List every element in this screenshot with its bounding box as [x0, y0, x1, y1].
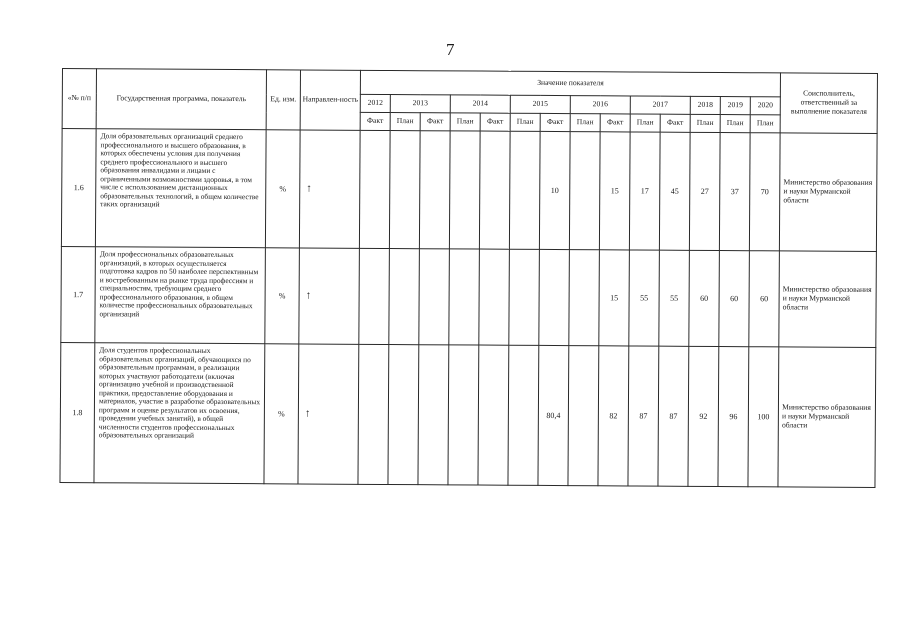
- value-cell: [389, 131, 420, 249]
- header-subcol: План: [570, 114, 600, 132]
- value-cell: 82: [598, 346, 629, 486]
- header-num: «№ п/п: [62, 69, 96, 129]
- row-num: 1.7: [61, 246, 96, 342]
- up-arrow-icon: ↑: [305, 289, 312, 302]
- indicator-name: Доля студентов профессиональных образовательных организаций, обучающихся по образовательным программам, в реализации которых участвуют работодатели (включая организацию учебной и производственной практики, предоставление оборудования и материалов, участие в разработке образовательных программ и оценке результатов их освоения, проведении учебных занятий), в общей численности студентов профессиональных образовательных организаций: [94, 343, 265, 484]
- value-cell: [539, 249, 570, 345]
- value-cell: [449, 249, 480, 345]
- value-cell: [419, 131, 450, 249]
- indicator-table: [59, 68, 878, 488]
- header-subcol: Факт: [360, 112, 390, 130]
- value-cell: 60: [749, 251, 780, 347]
- value-cell: [358, 344, 389, 484]
- header-subcol: Факт: [600, 114, 630, 132]
- page-number: 7: [446, 40, 455, 59]
- header-year: 2013: [390, 95, 450, 113]
- row-num: 1.6: [61, 129, 96, 247]
- header-subcol: План: [690, 114, 720, 132]
- header-subcol: План: [390, 113, 420, 131]
- value-cell: [359, 248, 390, 344]
- value-cell: [479, 131, 510, 249]
- executor-cell: Министерство образования и науки Мурманской области: [780, 133, 878, 252]
- header-year: 2014: [450, 95, 510, 113]
- header-year: 2016: [570, 96, 630, 114]
- value-cell: 60: [719, 251, 750, 347]
- header-subcol: План: [630, 114, 660, 132]
- indicator-table-wrapper: [59, 68, 878, 488]
- table-row: [61, 129, 877, 252]
- header-subcol: План: [720, 115, 750, 133]
- value-cell: 96: [718, 347, 749, 487]
- direction-cell: [299, 130, 360, 248]
- value-cell: 27: [689, 132, 720, 250]
- unit-cell: %: [265, 130, 300, 248]
- value-cell: 70: [749, 133, 780, 251]
- value-cell: 17: [629, 132, 660, 250]
- value-cell: 10: [539, 131, 570, 249]
- value-cell: 100: [748, 347, 779, 487]
- up-arrow-icon: ↑: [304, 407, 311, 420]
- value-cell: 92: [688, 346, 719, 486]
- value-cell: [448, 345, 479, 485]
- header-year: 2018: [690, 96, 720, 114]
- value-cell: [359, 130, 390, 248]
- table-body: [60, 129, 877, 488]
- indicator-name: Доля профессиональных образовательных организаций, в которых осуществляется подготовка кадров по 50 наиболее перспективным и востребованным на рынке труда профессиям и специальностям, требующим среднего профессионального образования, в общем количестве профессиональных образовательных организаций: [95, 247, 266, 344]
- direction-cell: [298, 344, 359, 484]
- value-cell: [569, 250, 600, 346]
- indicator-name: Доля образовательных организаций среднего профессионального и высшего образования, в которых обеспечены условия для получения среднего профессионального и высшего образования инвалидами и лицами с ограниченными возможностями здоровья, в том числе с использованием дистанционных образовательных технологий, в общем количестве таких организаций: [95, 129, 266, 248]
- header-year: 2015: [510, 95, 570, 113]
- value-cell: 87: [628, 346, 659, 486]
- value-cell: 80,4: [538, 345, 569, 485]
- value-cell: [479, 249, 510, 345]
- header-subcol: Факт: [420, 113, 450, 131]
- header-subcol: Факт: [480, 113, 510, 131]
- value-cell: [569, 132, 600, 250]
- header-subcol: Факт: [660, 114, 690, 132]
- executor-cell: Министерство образования и науки Мурманской области: [779, 251, 877, 348]
- header-values-title: Значение показателя: [360, 70, 780, 97]
- header-year: 2012: [360, 94, 390, 112]
- header-year: 2019: [720, 97, 750, 115]
- value-cell: [509, 131, 540, 249]
- header-subcol: План: [510, 113, 540, 131]
- header-subcol: План: [450, 113, 480, 131]
- header-executor: Соисполнитель, ответственный за выполнение показателя: [780, 73, 877, 134]
- table-header: [62, 69, 877, 134]
- value-cell: [509, 249, 540, 345]
- value-cell: 87: [658, 346, 689, 486]
- header-unit: Ед. изм.: [266, 70, 300, 130]
- value-cell: 55: [659, 250, 690, 346]
- value-cell: [389, 249, 420, 345]
- value-cell: 15: [599, 250, 630, 346]
- value-cell: [419, 249, 450, 345]
- value-cell: 37: [719, 133, 750, 251]
- header-year: 2020: [750, 97, 780, 115]
- value-cell: [508, 345, 539, 485]
- unit-cell: %: [265, 248, 300, 344]
- value-cell: 55: [629, 250, 660, 346]
- header-program: Государственная программа, показатель: [96, 69, 266, 130]
- direction-cell: [299, 248, 360, 344]
- table-row: [61, 246, 877, 347]
- value-cell: [478, 345, 509, 485]
- header-subcol: План: [750, 115, 780, 133]
- value-cell: [388, 345, 419, 485]
- value-cell: [449, 131, 480, 249]
- value-cell: [418, 345, 449, 485]
- header-year: 2017: [630, 96, 690, 114]
- value-cell: 15: [599, 132, 630, 250]
- table-row: [60, 342, 876, 487]
- value-cell: 45: [659, 132, 690, 250]
- row-num: 1.8: [60, 342, 95, 482]
- value-cell: [568, 346, 599, 486]
- unit-cell: %: [264, 344, 299, 484]
- header-subcol: Факт: [540, 113, 570, 131]
- up-arrow-icon: ↑: [306, 182, 312, 195]
- executor-cell: Министерство образования и науки Мурманской области: [778, 347, 876, 488]
- header-direction: Направлен-ность: [300, 70, 360, 130]
- value-cell: 60: [689, 250, 720, 346]
